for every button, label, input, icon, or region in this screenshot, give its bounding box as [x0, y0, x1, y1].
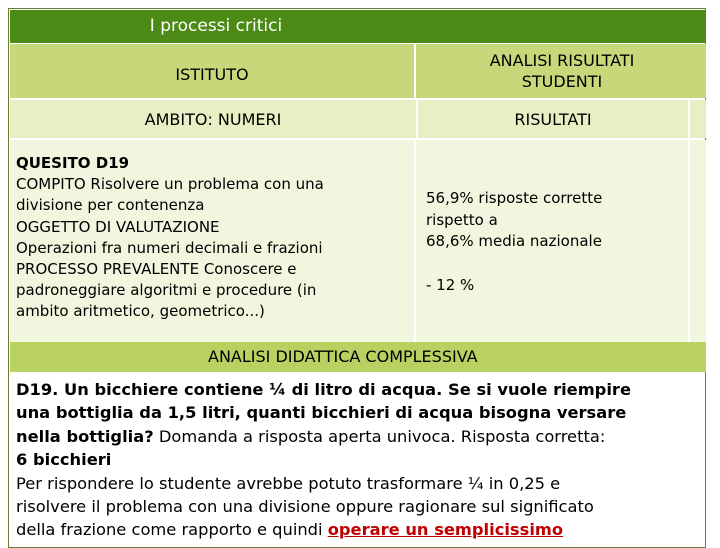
didattica-text [16, 378, 706, 542]
analisi-header [418, 44, 706, 98]
didattica-row [10, 342, 706, 372]
quesito-line: COMPITO Risolvere un problema con una [16, 175, 324, 194]
quesito-line: divisione per contenenza [16, 196, 205, 215]
risultati-delta: - 12 % [426, 275, 475, 294]
page-title: I processi critici [149, 16, 283, 36]
explanation-line [16, 518, 706, 541]
risultati-line: 56,9% risposte corrette [426, 189, 603, 207]
analisi-header-line1: ANALISI RISULTATI [489, 51, 635, 70]
analisi-header-line2: STUDENTI [521, 72, 603, 91]
ambito-label: AMBITO [144, 109, 208, 129]
ambito-sep: : [207, 109, 218, 129]
istituto-header: ISTITUTO [10, 44, 416, 98]
explanation-line: Per rispondere lo studente avrebbe potuto trasformare ¼ in 0,25 e [16, 473, 561, 493]
correct-answer: 6 bicchieri [16, 450, 112, 470]
risultati-line: 68,6% media nazionale [426, 232, 602, 250]
risultati-header: RISULTATI [514, 109, 592, 129]
problem-line [16, 425, 706, 448]
explanation-text: della frazione come rapporto e quindi [16, 520, 328, 540]
problem-question: nella bottiglia? [16, 426, 154, 446]
problem-line: D19. Un bicchiere contiene ¼ di litro di acqua. Se si vuole riempire [16, 380, 631, 399]
ambito-value: NUMERI [217, 109, 282, 129]
column-divider [688, 100, 690, 342]
body-row [10, 140, 706, 342]
quesito-line: OGGETTO DI VALUTAZIONE [16, 217, 220, 236]
problem-answer-type: Domanda a risposta aperta univoca. Risposta corretta: [153, 426, 606, 446]
risultati-cell [418, 140, 688, 342]
quesito-line: PROCESSO PREVALENTE Conoscere e [16, 260, 297, 279]
quesito-title: QUESITO D19 [16, 154, 130, 172]
risultati-line: rispetto a [426, 210, 498, 229]
ambito-row [10, 100, 706, 138]
quesito-cell [10, 140, 416, 342]
quesito-line: padroneggiare algoritmi e procedure (in [16, 281, 317, 300]
didattica-heading: ANALISI DIDATTICA COMPLESSIVA [208, 347, 478, 366]
title-bar [10, 10, 706, 43]
quesito-line: ambito aritmetico, geometrico...) [16, 302, 265, 321]
explanation-line: risolvere il problema con una divisione oppure ragionare sul significato [16, 497, 594, 517]
highlighted-text: operare un semplicissimo [327, 520, 564, 540]
ambito-cell [10, 100, 418, 138]
problem-line: una bottiglia da 1,5 litri, quanti bicchieri di acqua bisogna versare [16, 403, 627, 423]
header-row [10, 44, 706, 98]
quesito-line: Operazioni fra numeri decimali e frazioni [16, 238, 323, 257]
